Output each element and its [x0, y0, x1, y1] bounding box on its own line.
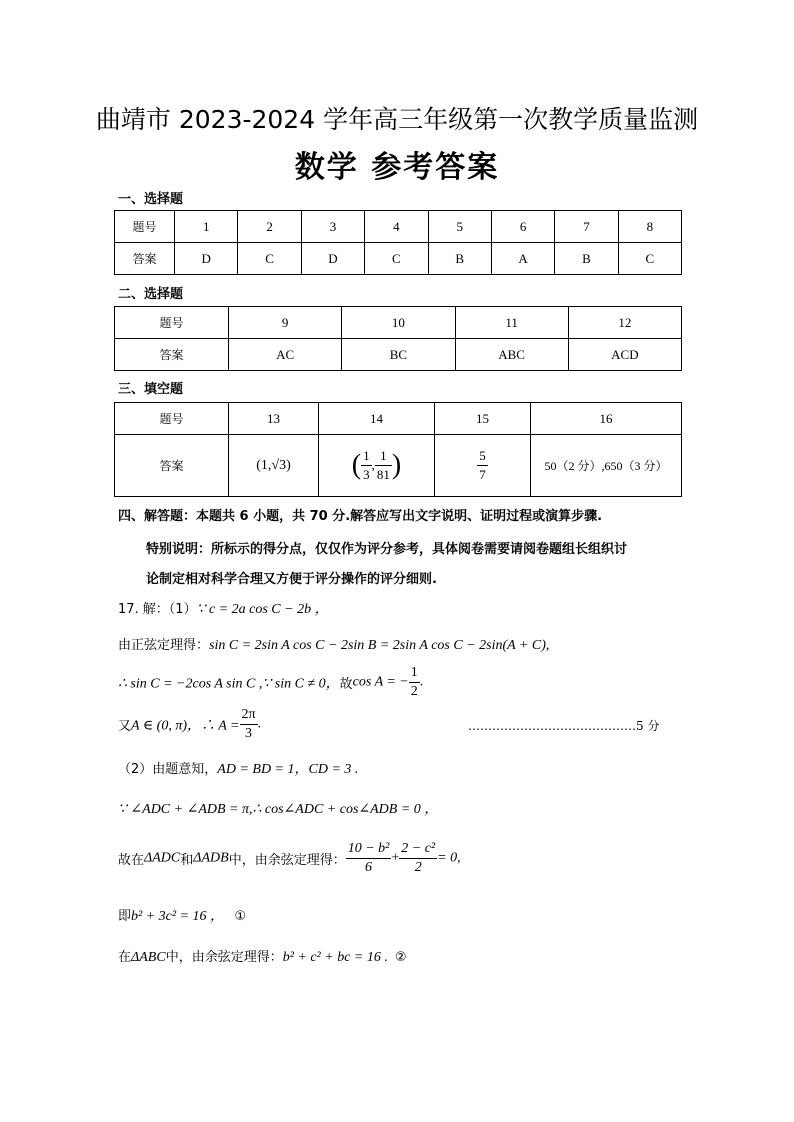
table-row — [115, 435, 682, 497]
fraction-denominator: 7 — [479, 467, 486, 482]
fraction-numerator: 1 — [409, 664, 420, 683]
question-number: 8 — [618, 211, 681, 243]
question-number: 4 — [365, 211, 428, 243]
section1-table — [114, 210, 682, 275]
row-label-answer: 答案 — [115, 435, 229, 497]
question-number: 6 — [491, 211, 554, 243]
question-number: 9 — [229, 307, 342, 339]
solution-line-3: ∴ sin C = −2cos A sin C ,∵ sin C ≠ 0，故cos A = − $\frac{1}{2}$ . — [118, 665, 424, 699]
question-number: 2 — [238, 211, 301, 243]
answer-cell: ABC — [455, 339, 568, 371]
table-row — [115, 243, 682, 275]
solution-line-7: 故在ΔADC和ΔADB中，由余弦定理得： $\frac{\text{10 − b²}}{6}$ + $\frac{\text{2 − c²}}{2}$ = 0, — [118, 841, 461, 875]
answer-15 — [435, 435, 531, 497]
fraction-denominator: 2 — [414, 860, 422, 875]
row-label-question: 题号 — [115, 403, 229, 435]
fraction-denominator: 3 — [363, 467, 370, 482]
question-number: 16 — [531, 403, 682, 435]
question-number: 3 — [301, 211, 364, 243]
question-number: 12 — [568, 307, 681, 339]
table-row — [115, 211, 682, 243]
solution-line-6: ∵ ∠ADC + ∠ADB = π,∴ cos∠ADC + cos∠ADB = 0 ， — [118, 802, 439, 817]
fraction-numerator: 1 — [375, 447, 392, 466]
answer-cell: ACD — [568, 339, 681, 371]
section4-heading: 四、解答题：本题共 6 小题，共 70 分.解答应写出文字说明、证明过程或演算步骤. — [118, 509, 603, 524]
fraction-denominator: 2 — [410, 684, 418, 699]
solution-line-8: 即b² + 3c² = 16 ， ① — [118, 909, 247, 924]
fraction-numerator: 1 — [361, 447, 372, 466]
fraction-numerator: 2 − c² — [399, 840, 437, 859]
circled-number: ② — [394, 950, 407, 965]
answer-cell: D — [301, 243, 364, 275]
row-label-question: 题号 — [115, 307, 229, 339]
answer-cell: B — [555, 243, 618, 275]
question-number: 11 — [455, 307, 568, 339]
answer-cell: C — [238, 243, 301, 275]
question-number: 10 — [342, 307, 455, 339]
table-row — [115, 403, 682, 435]
answer-cell: C — [365, 243, 428, 275]
answer-13: (1,√3) — [229, 435, 319, 497]
question-number: 15 — [435, 403, 531, 435]
question-number: 1 — [175, 211, 238, 243]
question-number: 13 — [229, 403, 319, 435]
solution-line-9: 在ΔABC中，由余弦定理得：b² + c² + bc = 16 . ② — [118, 950, 407, 965]
section3-table — [114, 402, 682, 497]
row-label-answer: 答案 — [115, 339, 229, 371]
section1-heading: 一、选择题 — [118, 192, 184, 207]
answer-cell: D — [175, 243, 238, 275]
question-number: 5 — [428, 211, 491, 243]
answer-cell: C — [618, 243, 681, 275]
solution-line-4: 又A ∈ (0, π)，∴ A = $\frac{2\pi}{3}$ . — [118, 707, 262, 741]
special-note-line2: 论制定相对科学合理又方便于评分操作的评分细则. — [146, 572, 437, 587]
exam-subtitle: 数学 参考答案 — [294, 150, 500, 185]
solution-line-5: （2）由题意知，AD = BD = 1，CD = 3 . — [118, 762, 359, 777]
circled-number: ① — [234, 909, 247, 924]
answer-14: ( $\frac{1}{3}$ , $\frac{1}{81}$ ) — [319, 435, 435, 497]
score-marker: ……………………………………5 分 — [468, 719, 660, 733]
fraction-denominator: 3 — [245, 726, 253, 741]
fraction-denominator: 81 — [376, 467, 390, 482]
solution-line-2: 由正弦定理得：sin C = 2sin A cos C − 2sin B = 2sin A cos C − 2sin(A + C), — [118, 638, 550, 653]
table-row — [115, 339, 682, 371]
exam-title: 曲靖市 2023-2024 学年高三年级第一次教学质量监测 — [95, 105, 699, 134]
answer-cell: BC — [342, 339, 455, 371]
answer-cell: A — [491, 243, 554, 275]
section2-heading: 二、选择题 — [118, 287, 184, 302]
row-label-question: 题号 — [115, 211, 175, 243]
question-number: 14 — [319, 403, 435, 435]
answer-16: 50（2 分）,650（3 分） — [531, 435, 682, 497]
section2-table — [114, 306, 682, 371]
answer-cell: AC — [229, 339, 342, 371]
question-number: 7 — [555, 211, 618, 243]
table-row — [115, 307, 682, 339]
solution-line-1: 17. 解：（1）∵ c = 2a cos C − 2b ， — [118, 602, 329, 617]
fraction-denominator: 6 — [365, 860, 373, 875]
section3-heading: 三、填空题 — [118, 382, 184, 397]
fraction-numerator: 5 — [477, 447, 488, 466]
answer-cell: B — [428, 243, 491, 275]
fraction-numerator: 2π — [240, 706, 258, 725]
fraction-numerator: 10 − b² — [346, 840, 392, 859]
special-note-line1: 特别说明：所标示的得分点，仅仅作为评分参考，具体阅卷需要请阅卷题组长组织讨 — [146, 542, 628, 557]
row-label-answer: 答案 — [115, 243, 175, 275]
